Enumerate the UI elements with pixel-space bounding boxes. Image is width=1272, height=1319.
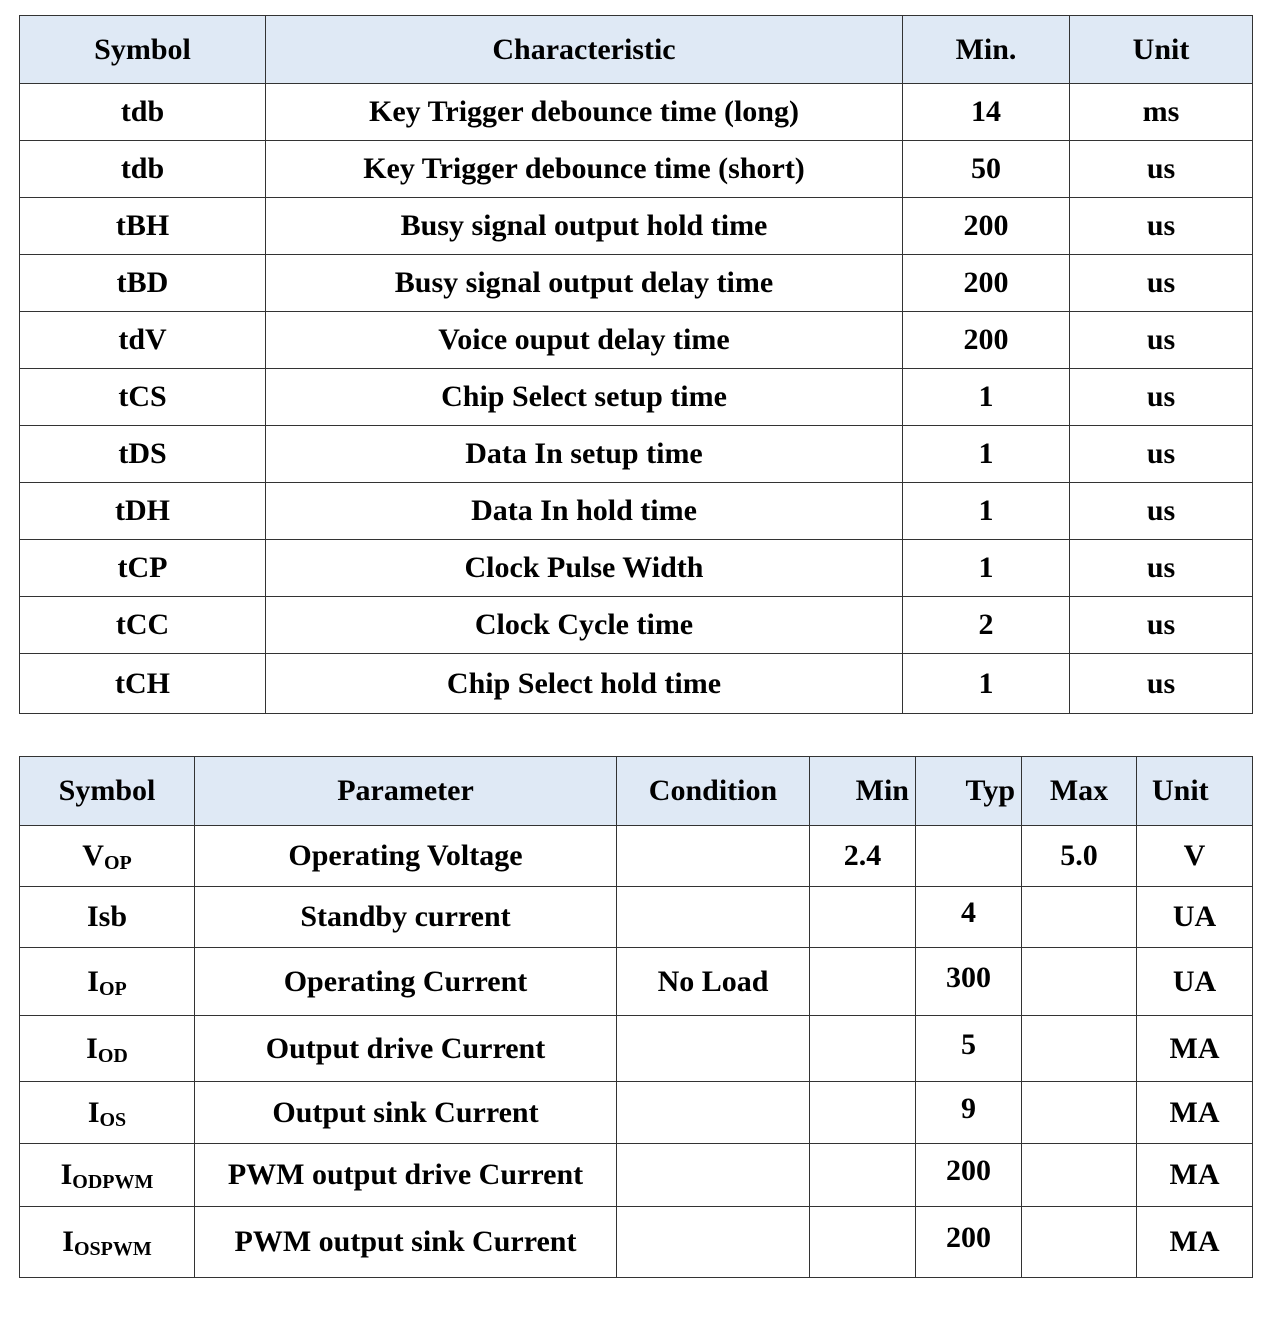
- max-cell: [1022, 1016, 1137, 1082]
- table-row: [20, 426, 1253, 483]
- symbol-cell: tBH: [20, 198, 266, 255]
- condition-cell: [617, 887, 810, 948]
- header-characteristic: Characteristic: [266, 16, 903, 84]
- typ-cell: [916, 1082, 1022, 1144]
- symbol-main: I: [60, 1158, 73, 1191]
- symbol-subscript: OS: [99, 1108, 127, 1131]
- min-cell: 2.4: [810, 826, 916, 887]
- characteristic-cell: Clock Pulse Width: [266, 540, 903, 597]
- min-cell: [810, 1144, 916, 1207]
- table-row: [20, 255, 1253, 312]
- typ-cell: [916, 887, 1022, 948]
- characteristic-cell: Data In setup time: [266, 426, 903, 483]
- unit-cell: us: [1070, 483, 1253, 540]
- condition-cell: [617, 1082, 810, 1144]
- header-symbol: Symbol: [20, 757, 195, 826]
- table-row: [20, 1207, 1253, 1278]
- min-cell: 1: [903, 483, 1070, 540]
- condition-cell: [617, 826, 810, 887]
- symbol-cell: [20, 1082, 195, 1144]
- table-row: [20, 654, 1253, 714]
- condition-cell: [617, 1207, 810, 1278]
- table-row: [20, 948, 1253, 1016]
- symbol-subscript: OD: [97, 1044, 128, 1067]
- table-header-row: [20, 16, 1253, 84]
- symbol-main: I: [62, 1225, 74, 1258]
- symbol-cell: [20, 948, 195, 1016]
- symbol-cell: tCP: [20, 540, 266, 597]
- symbol-main: Isb: [86, 900, 128, 933]
- unit-cell: us: [1070, 597, 1253, 654]
- typ-value: 4: [961, 896, 976, 929]
- characteristic-cell: Chip Select hold time: [266, 654, 903, 714]
- parameter-cell: Operating Current: [195, 948, 617, 1016]
- table-row: [20, 1144, 1253, 1207]
- symbol-cell: tDS: [20, 426, 266, 483]
- condition-cell: No Load: [617, 948, 810, 1016]
- characteristic-cell: Clock Cycle time: [266, 597, 903, 654]
- min-cell: [810, 1016, 916, 1082]
- characteristic-cell: Voice ouput delay time: [266, 312, 903, 369]
- symbol-main: I: [87, 1095, 100, 1129]
- symbol-cell: tdb: [20, 141, 266, 198]
- parameter-cell: Output drive Current: [195, 1016, 617, 1082]
- symbol-cell: [20, 1207, 195, 1278]
- min-cell: [810, 948, 916, 1016]
- symbol-cell: tCC: [20, 597, 266, 654]
- header-min: Min: [810, 757, 916, 826]
- min-cell: 200: [903, 198, 1070, 255]
- unit-cell: us: [1070, 141, 1253, 198]
- table-row: [20, 198, 1253, 255]
- min-cell: [810, 887, 916, 948]
- min-cell: 1: [903, 540, 1070, 597]
- unit-cell: ms: [1070, 84, 1253, 141]
- min-cell: 2: [903, 597, 1070, 654]
- unit-cell: MA: [1137, 1144, 1253, 1207]
- symbol-cell: [20, 1144, 195, 1207]
- header-max: Max: [1022, 757, 1137, 826]
- min-cell: 200: [903, 255, 1070, 312]
- typ-cell: [916, 826, 1022, 887]
- table-row: [20, 597, 1253, 654]
- unit-cell: MA: [1137, 1082, 1253, 1144]
- symbol-main: V: [82, 839, 104, 872]
- header-condition: Condition: [617, 757, 810, 826]
- timing-characteristics-table: [19, 15, 1253, 714]
- characteristic-cell: Key Trigger debounce time (short): [266, 141, 903, 198]
- unit-cell: UA: [1137, 887, 1253, 948]
- min-cell: 1: [903, 654, 1070, 714]
- table-header-row: [20, 757, 1253, 826]
- table-row: [20, 483, 1253, 540]
- header-parameter: Parameter: [195, 757, 617, 826]
- min-cell: 50: [903, 141, 1070, 198]
- parameter-cell: Operating Voltage: [195, 826, 617, 887]
- header-unit: Unit: [1137, 757, 1253, 826]
- typ-cell: [916, 1016, 1022, 1082]
- unit-cell: UA: [1137, 948, 1253, 1016]
- symbol-cell: tCS: [20, 369, 266, 426]
- symbol-cell: tdb: [20, 84, 266, 141]
- parameter-cell: Output sink Current: [195, 1082, 617, 1144]
- table-row: [20, 369, 1253, 426]
- header-typ: Typ: [916, 757, 1022, 826]
- symbol-subscript: OSPWM: [73, 1238, 152, 1260]
- unit-cell: us: [1070, 654, 1253, 714]
- table-row: [20, 1082, 1253, 1144]
- typ-cell: [916, 1207, 1022, 1278]
- table-row: [20, 887, 1253, 948]
- unit-cell: MA: [1137, 1016, 1253, 1082]
- unit-cell: us: [1070, 312, 1253, 369]
- characteristic-cell: Data In hold time: [266, 483, 903, 540]
- symbol-cell: [20, 826, 195, 887]
- table-row: [20, 84, 1253, 141]
- symbol-cell: [20, 887, 195, 948]
- min-cell: 1: [903, 426, 1070, 483]
- max-cell: [1022, 1082, 1137, 1144]
- max-cell: [1022, 1207, 1137, 1278]
- min-cell: 1: [903, 369, 1070, 426]
- typ-value: 200: [946, 1221, 991, 1254]
- max-cell: [1022, 1144, 1137, 1207]
- dc-characteristics-table: [19, 756, 1253, 1278]
- parameter-cell: Standby current: [195, 887, 617, 948]
- symbol-main: I: [87, 964, 99, 998]
- symbol-main: I: [86, 1031, 98, 1065]
- min-cell: [810, 1082, 916, 1144]
- unit-cell: MA: [1137, 1207, 1253, 1278]
- symbol-subscript: OP: [103, 852, 132, 874]
- unit-cell: us: [1070, 198, 1253, 255]
- unit-cell: us: [1070, 426, 1253, 483]
- condition-cell: [617, 1144, 810, 1207]
- condition-cell: [617, 1016, 810, 1082]
- symbol-cell: tBD: [20, 255, 266, 312]
- header-min: Min.: [903, 16, 1070, 84]
- header-symbol: Symbol: [20, 16, 266, 84]
- min-cell: 200: [903, 312, 1070, 369]
- table-row: [20, 826, 1253, 887]
- table-row: [20, 141, 1253, 198]
- characteristic-cell: Chip Select setup time: [266, 369, 903, 426]
- typ-value: 300: [946, 960, 991, 994]
- symbol-cell: tdV: [20, 312, 266, 369]
- symbol-cell: tDH: [20, 483, 266, 540]
- unit-cell: us: [1070, 540, 1253, 597]
- max-cell: [1022, 948, 1137, 1016]
- symbol-subscript: OP: [98, 977, 127, 1000]
- parameter-cell: PWM output drive Current: [195, 1144, 617, 1207]
- unit-cell: us: [1070, 255, 1253, 312]
- header-unit: Unit: [1070, 16, 1253, 84]
- typ-value: 9: [961, 1091, 976, 1125]
- symbol-subscript: ODPWM: [72, 1171, 154, 1193]
- unit-cell: V: [1137, 826, 1253, 887]
- table-row: [20, 312, 1253, 369]
- max-cell: [1022, 887, 1137, 948]
- typ-value: 200: [946, 1154, 991, 1187]
- parameter-cell: PWM output sink Current: [195, 1207, 617, 1278]
- table-row: [20, 1016, 1253, 1082]
- max-cell: 5.0: [1022, 826, 1137, 887]
- typ-cell: [916, 948, 1022, 1016]
- typ-value: 5: [961, 1027, 976, 1061]
- characteristic-cell: Key Trigger debounce time (long): [266, 84, 903, 141]
- symbol-cell: [20, 1016, 195, 1082]
- characteristic-cell: Busy signal output hold time: [266, 198, 903, 255]
- min-cell: 14: [903, 84, 1070, 141]
- table-row: [20, 540, 1253, 597]
- unit-cell: us: [1070, 369, 1253, 426]
- symbol-cell: tCH: [20, 654, 266, 714]
- min-cell: [810, 1207, 916, 1278]
- typ-cell: [916, 1144, 1022, 1207]
- characteristic-cell: Busy signal output delay time: [266, 255, 903, 312]
